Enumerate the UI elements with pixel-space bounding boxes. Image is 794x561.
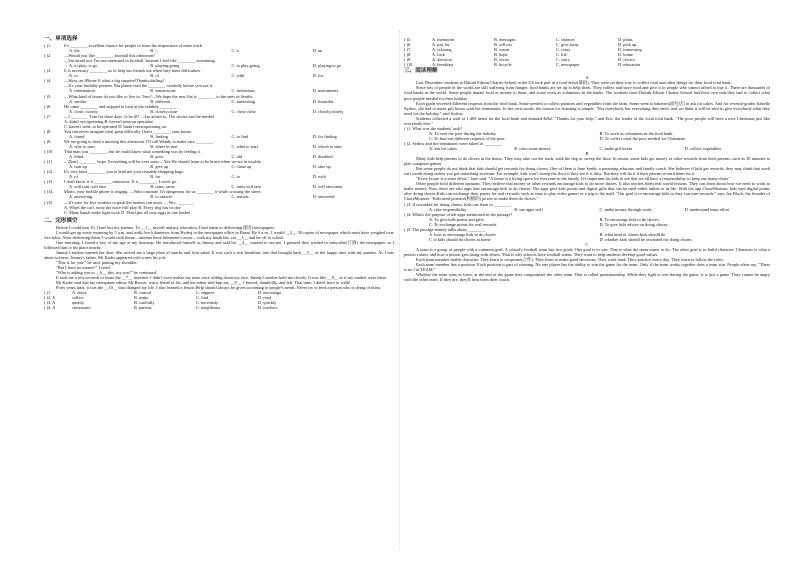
option-text: B. raise some money: [514, 145, 551, 151]
question-stem: That man was ________, but he could know what something was by feeling it.: [64, 149, 201, 155]
option-text: C. crazy: [556, 47, 571, 53]
question-stem: Mario, your mobile phone is ringing. —Wait a minute. It's dangerous for us ________ it while crossing the street.: [64, 189, 262, 195]
passage-a-paragraph: Last December, students at Duluth Edison Charter School in the US took part in a food drive(募捐). They were on their way to collect food and other things for their local food bank.: [416, 80, 732, 86]
option-text: C. To exchange points for real rewards.: [429, 221, 498, 227]
option-text: B. messages: [494, 37, 516, 42]
option-text: B. give up: [150, 164, 169, 170]
passage-c-paragraph: A team is a group of people with a common goal. A school's football team has two goals. One goal is to win. That is what the team wants to do. The other goal is to build character. Character is what a person values, and how a person gets along with others. That is why schools have football teams. They want to help students develop good values.: [404, 246, 770, 257]
option-text: A. luck: [432, 52, 445, 58]
option-text: C. with: [231, 73, 245, 79]
question-number: ( )8.: [404, 52, 412, 58]
cloze-paragraph: Mr Kader said that my newspaper editor, Mr Brown, was a friend of his, and the editor told him my __9__. I bowed, thankfully, and left. That time, I didn't have to walk!: [56, 280, 351, 286]
option-text: A. why to start: [69, 143, 95, 149]
question-stem: A. didn't see;operating B. haven't seen;an operation: [64, 118, 154, 124]
option-text: D. an: [312, 48, 323, 54]
option-text: A. blind: [69, 154, 84, 160]
option-text: D. disabled: [312, 154, 333, 160]
cloze-paragraph: "Who is asking you to __6__ this, my son?" he continued.: [56, 270, 158, 276]
question-stem: C. Many hands make light work D. Don't put all your eggs in one basket: [64, 209, 191, 215]
option-text: B. when to start: [150, 143, 178, 149]
question-number: ( )2. A: [44, 295, 56, 301]
option-text: B. carefully: [134, 300, 155, 306]
option-text: C. if kids should do chores at home: [429, 236, 491, 242]
option-text: C. life: [556, 52, 567, 58]
cloze-paragraph: Forty years later, it was the __10__ that changed my life. I also learned a lesson.Help should always be given according to people's needs. Never try to feed a person who is dying of thirst.: [56, 285, 382, 291]
option-text: B. sell out: [494, 42, 512, 48]
option-text: D. quickly: [258, 300, 277, 306]
option-text: B. playing;going: [150, 63, 180, 69]
option-text: B. what kind of chores kids should do: [599, 231, 666, 237]
option-text: A. close, closely: [69, 108, 98, 114]
reading-question: ( )4. What's the purpose of the apps mentioned in the passage?: [404, 211, 513, 217]
question-number: ( )15.: [44, 199, 54, 205]
question-stem: I don't know if it ________ tomorrow. If it ________, I won't go.: [64, 179, 178, 185]
passage-a-questions: [404, 126, 770, 151]
option-text: C. clean up: [231, 164, 252, 170]
question-number: ( )11.: [44, 159, 54, 165]
option-text: C. to play;going: [231, 63, 260, 69]
question-stem: —What kind of house do you like to live in, Tom?—We hope the new flat is ________ to the ones in Seattle.: [64, 93, 254, 99]
option-text: A. To give kids points and gifts.: [429, 216, 485, 222]
option-text: D. take up: [312, 164, 331, 170]
option-text: C. find: [196, 295, 209, 301]
option-text: B. of: [150, 73, 159, 79]
option-text: C. make money through work: [599, 206, 652, 212]
passage-c: [404, 247, 770, 282]
option-text: A. similar: [69, 98, 87, 104]
question-number: ( )10.: [404, 62, 414, 68]
option-text: B. bicycle: [494, 62, 512, 68]
option-text: A. To visit the poor during the holiday.: [429, 130, 497, 136]
question-stem: —It's your birthday present. But please read the ________ carefully before you use it.: [64, 83, 214, 89]
section-title-cloze: 二、完形填空: [44, 217, 78, 224]
section-title-reading: 三、阅读理解: [404, 68, 438, 75]
passage-b-paragraph: Other people hold different opinions. They believe that money or other rewards encourage kids to do more chores. It also teaches them real world lessons. They can learn about how we need to work to make money. Now, there are also apps that encourage kids to do chores. The apps give kids points and digital gifts that can be used either online or in life. With the app ChoreMonster, kids earn digital points after doing chores.Kids can exchange their points for real rewards, such as time to play video games or a trip to the mall. "Our goal is to encourage kids so they can earn rewards," says Joe Black, the founder of ChoreMonster. "Kids need positive(积极的) power to make them do chores.": [404, 181, 770, 202]
option-text: C. support: [196, 290, 215, 296]
passage-a: [404, 80, 770, 125]
cloze-paragraph: I would get up every morning by 5 a.m. and walk five kilometers from Hyderj to the newspaper office in Bazar. By 6 a.m., I would __2__ 50 copies of newspaper which must have weighed over five kilos. After delivering them, I would rush home—another three kilometer's away—cook my breakfast, eat __3__ and be off to school.: [44, 229, 394, 240]
question-number: ( )6.: [404, 42, 412, 48]
cloze-paragraph: One morning, I found a boy of my age at my doorstep. He introduced himself as Jimmy and said his __4__ wanted to see me. I guessed they wished to subscribe(订阅) the newspaper, so I followed him to his place nearby.: [44, 239, 394, 250]
option-text: classmates: [72, 305, 91, 311]
option-text: D. teachers: [258, 305, 278, 311]
question-number: ( )10.: [44, 149, 54, 155]
question-stem: A. When the cat's away the mice will play B. Every dog has its day: [64, 204, 181, 210]
question-stem: We are going to have a meeting this afternoon. I'll call Wendy to make sure ________.: [64, 138, 215, 144]
passage-c-paragraph: Each team member builds character. They learn to cooperate(合作). They learn to make good decisions. They work hard. They practice every day. They learn to follow the rules.: [416, 257, 724, 263]
reading-question: ( )3. If rewarded for doing chores, kids can learn to ________.: [404, 201, 513, 207]
option-text: D. for finding: [312, 133, 337, 139]
question-stem: —Would you like ________ football this afternoon?: [64, 53, 156, 59]
option-text: A. turn up: [69, 164, 87, 170]
question-number: ( )4.: [44, 78, 52, 84]
passage-b: [404, 156, 770, 201]
question-stem: —I'm afraid not. I'm not interested in football. Instead, I feel like ________ swimming.: [64, 58, 216, 64]
option-text: B. use apps well: [514, 206, 543, 212]
option-text: D. plans: [618, 37, 633, 42]
option-text: B. for: [150, 174, 161, 180]
option-text: B. finding: [150, 133, 168, 139]
question-number: ( )13.: [44, 179, 54, 185]
option-text: B. /: [150, 48, 157, 54]
option-text: A. answering: [69, 194, 93, 200]
option-text: B. rains, rains: [150, 184, 175, 190]
option-text: A. enjoy: [72, 290, 87, 296]
question-stem: —It's easy for five workers to push the broken van away. —Yes. ________: [64, 199, 195, 205]
option-text: C. to find: [231, 133, 249, 139]
option-text: A. information: [69, 88, 95, 94]
option-text: A. to play; to go: [69, 63, 98, 69]
option-text: C. To find out different requests of the poor.: [429, 135, 506, 141]
option-text: D. read: [258, 295, 271, 301]
passage-a-paragraph: Since lots of people in the world are still suffering from hunger, food banks are set up to help them. They collect and store food and give it to people who cannot afford to buy it. There are thousands of food banks in the world. Some people donate food or money to them, and some work as volunteers in the banks. The students from Duluth Edison Charter School had their own task:they had to collect what poor people needed for their holiday.: [404, 85, 770, 101]
left-column: [44, 35, 394, 310]
passage-a-label: A: [585, 75, 589, 81]
question-number: ( )5.: [404, 37, 412, 42]
option-text: C. a: [231, 48, 239, 54]
question-number: ( )9.: [404, 57, 412, 63]
option-text: D. encourage: [258, 290, 282, 296]
option-text: C. give away: [556, 42, 579, 48]
option-text: D. playing;to go: [312, 63, 342, 69]
option-text: B. hope: [494, 52, 508, 58]
option-text: A. to: [69, 73, 78, 79]
cloze-paragraph: Jimmy's mother opened the door. She served me a large plate of snacks and fruit salad. It was such a rich breakfast, one that brought back __5__ of the happy time with my parents. As I was about to leave, Jimmy's father, Mr Kader appeared with a new bicycle.: [44, 249, 394, 260]
mcq-list: [44, 43, 394, 215]
question-stem: C. haven't seen; to be operated D. hadn't seen;operating on: [64, 123, 166, 129]
option-text: A. of: [69, 174, 78, 180]
cloze-options-left: [44, 290, 394, 310]
cloze-paragraph: "This is for you!" he said, patting my shoulder.: [56, 260, 138, 266]
reading-question: ( )5. The passage mainly talks about ________.: [404, 226, 487, 232]
option-text: D. understand team effort: [684, 206, 730, 212]
passage-b-questions: [404, 202, 770, 242]
option-text: A. breakfast: [432, 62, 454, 68]
option-text: D. with: [312, 174, 326, 180]
passage-b-paragraph: But some people do not think that kids should get rewards for doing chores. One of them is Jane Smith, a parenting educator and family coach. She believes if kids get rewards, they may think that work isn't worth doing unless you get something in return. For example, kids won't sweep the floor if they see it is dirty. But they will do it if their parents reward them for it.: [404, 166, 770, 177]
option-text: A. decision: [432, 57, 452, 63]
question-number: ( )2.: [44, 53, 52, 59]
question-number: ( )7.: [404, 47, 412, 53]
question-number: ( )8.: [44, 128, 52, 134]
question-number: [44, 83, 64, 88]
option-text: B. To work as volunteers in the food bank.: [599, 130, 674, 136]
option-text: D. answered: [312, 194, 335, 200]
option-text: D. To collect what the poor needed for Christmas.: [599, 135, 687, 141]
option-text: B. closely,close: [150, 108, 178, 114]
passage-b-label: B: [585, 151, 589, 157]
option-text: A. memories: [432, 37, 455, 42]
cloze-option-row: [44, 305, 394, 310]
option-text: D. education: [618, 62, 641, 68]
option-text: C. chances: [556, 37, 575, 42]
option-text: D. instruments: [312, 88, 339, 94]
option-text: C. to: [231, 174, 240, 180]
cloze-paragraph: Before I could turn 10, I had lost my parents. To __1__ myself and my education, I had taken to delivering(递送) newspapers.: [56, 224, 276, 230]
option-text: B. to answer: [150, 194, 173, 200]
option-text: D. will rain,rains: [312, 184, 343, 190]
passage-c-paragraph: Whether the team wins or loses, at the end of the game they congratulate the other team. That is called sportsmanship. While they fight to win during the game, it is just a game. They cannot be angry with the other team. If they are, they'll hear from their coach.: [404, 272, 770, 283]
option-text: D. choice: [618, 57, 635, 63]
option-text: D. To give kids advice on doing chores.: [599, 221, 669, 227]
question-stem: —Don't ________ hope. Everything will be over soon.—Yes.We should learn to be brave when we are in trouble.: [64, 159, 262, 165]
option-text: B. To encourage kids to do chores.: [599, 216, 660, 222]
option-text: B. poor: [150, 154, 164, 160]
option-text: A. found: [69, 133, 85, 139]
question-stem: He came ________ and stopped to look at the exhibits ________.: [64, 103, 179, 109]
reading-question: ( )1. What was the students' task?: [404, 125, 463, 131]
option-text: D. which to start: [312, 143, 342, 149]
cloze-options-right: [404, 37, 770, 67]
option-text: B. control: [134, 290, 152, 296]
option-text: A. pay for: [432, 42, 450, 48]
option-text: C. close,close: [231, 108, 256, 114]
reading-question: ( )2. Sydow and her teammates were asked to ________.: [404, 140, 503, 146]
option-text: D. closely,closely: [312, 108, 344, 114]
option-text: C. interesting: [231, 98, 255, 104]
option-text: A. how to encourage kids to do chores: [429, 231, 496, 237]
option-text: C. invitations: [231, 88, 255, 94]
option-text: C. old: [231, 154, 243, 160]
option-text: C. neighbours: [196, 305, 221, 311]
option-text: B. make: [134, 295, 149, 301]
question-number: ( )3.: [44, 68, 52, 74]
option-text: A. relaxing: [432, 47, 452, 53]
question-number: ( )1.: [44, 43, 52, 49]
question-number: ( )14.: [44, 189, 54, 195]
option-text: D. beautiful: [312, 98, 334, 104]
option-text: C. story: [556, 57, 570, 63]
option-text: B. secret: [494, 57, 510, 63]
passage-a-paragraph: Students collected a total of 1,409 items for the food bank and donated $262. "Thanks for your help," and Eric, the leader of the local food bank. "The poor people will have a nice Christmas just like everybody else.": [404, 115, 770, 126]
passage-a-paragraph: Each grade received different requests from the food bank. Some needed to collect potatoes and vegetables from the farm. Some went to bakeries(面包店) to ask for cakes. And for seventh-grader Isabelle Sydow, she had to make gift boxes with her teammates. In her own words, the reason for donating is simple: "Not everybody has everything they need, and we think it will be nice to give everybody what they need for the holiday," said Sydow.: [404, 100, 770, 116]
question-number: [44, 210, 64, 215]
cloze-passage: [44, 225, 394, 291]
option-text: D. home: [618, 52, 633, 58]
option-text: quietly: [72, 300, 85, 306]
question-number: [44, 58, 64, 63]
cloze-option-row: [404, 62, 770, 67]
option-text: collect: [72, 295, 84, 301]
option-text: B. parents: [134, 305, 152, 311]
question-number: ( )7.: [44, 113, 52, 119]
option-text: C. newspaper: [556, 62, 580, 68]
question-stem: —Wow, an iPhone 8, what a big surprise!Thanks,darling!: [64, 78, 164, 84]
question-stem: You can never imagine what great difficulty I have ________ your house.: [64, 128, 193, 134]
option-text: B. warm: [494, 47, 509, 53]
passage-c-paragraph: Each team member has a position. Each position is part of winning. No one player has the ability to win the game for the team. Only if the team works together does a team win. People often say, "There is no I in TEAM.": [404, 262, 770, 273]
option-text: B. different: [150, 98, 171, 104]
question-number: ( )9.: [44, 138, 52, 144]
cloze-paragraph: "But I have no money!" I cried.: [56, 265, 111, 271]
column-divider: [399, 30, 400, 550]
question-stem: It's very kind ________ you to lend me your reusable shopping bags.: [64, 169, 184, 175]
cloze-paragraph: It took me a few seconds to sense the __7__ moment. I didn't even realize my tears were rolling down my face. Jimmy's mother held me closely. It was like __8__ as if my mother were there.: [56, 275, 388, 281]
question-number: ( )12.: [44, 169, 54, 175]
option-text: A. take responsibility: [429, 206, 467, 212]
option-text: A. ask for cakes: [429, 145, 457, 151]
section-title-mcq: 一、单项选择: [44, 36, 78, 42]
passage-b-paragraph: "Every house is a team effort," Jane said. "A home is a living space for everyone in the family. It's important for kids to see that we all have a responsibility to keep our home clean.": [416, 176, 731, 182]
question-number: ( )4. A: [44, 305, 56, 311]
question-number: ( )1.: [44, 290, 52, 296]
option-text: B. instructions: [150, 88, 176, 94]
option-text: A. will rain, will rain: [69, 184, 106, 190]
option-text: A. the: [69, 48, 80, 54]
question-stem: It is necessary ________ us to help our friends out when they meet difficulties.: [64, 68, 202, 74]
question-stem: —I ________ Tom for three days. Is he ill? —I'm afraid so. The doctor said he needed: [64, 113, 215, 119]
option-text: C. rains,will rain: [231, 184, 261, 190]
option-text: C. answer: [231, 194, 249, 200]
question-number: ( )6.: [44, 103, 52, 109]
passage-c-label: C: [585, 241, 589, 247]
option-text: C. nervously: [196, 300, 219, 306]
question-stem: It's ________ excellent chance for people to learn the importance of team work.: [64, 43, 203, 49]
question-number: ( )5.: [44, 93, 52, 99]
question-number: ( )3. A: [44, 300, 56, 306]
option-text: C. what to start: [231, 143, 259, 149]
option-text: D. interesting: [618, 47, 642, 53]
right-column: [404, 37, 770, 282]
option-text: C. make gift boxes: [599, 145, 633, 151]
passage-b-paragraph: Many kids help parents to do chores in the house. They may take out the trash, walk the dog or sweep the floor. In return, some kids get money or other rewards from their parents, such as 30 minutes to play computer games.: [404, 156, 770, 167]
option-text: D. collect vegetables: [684, 145, 722, 151]
option-text: D. pick up: [618, 42, 637, 48]
option-text: D. for: [312, 73, 324, 79]
option-text: D. whether kids should be rewarded for doing chores: [599, 236, 692, 242]
